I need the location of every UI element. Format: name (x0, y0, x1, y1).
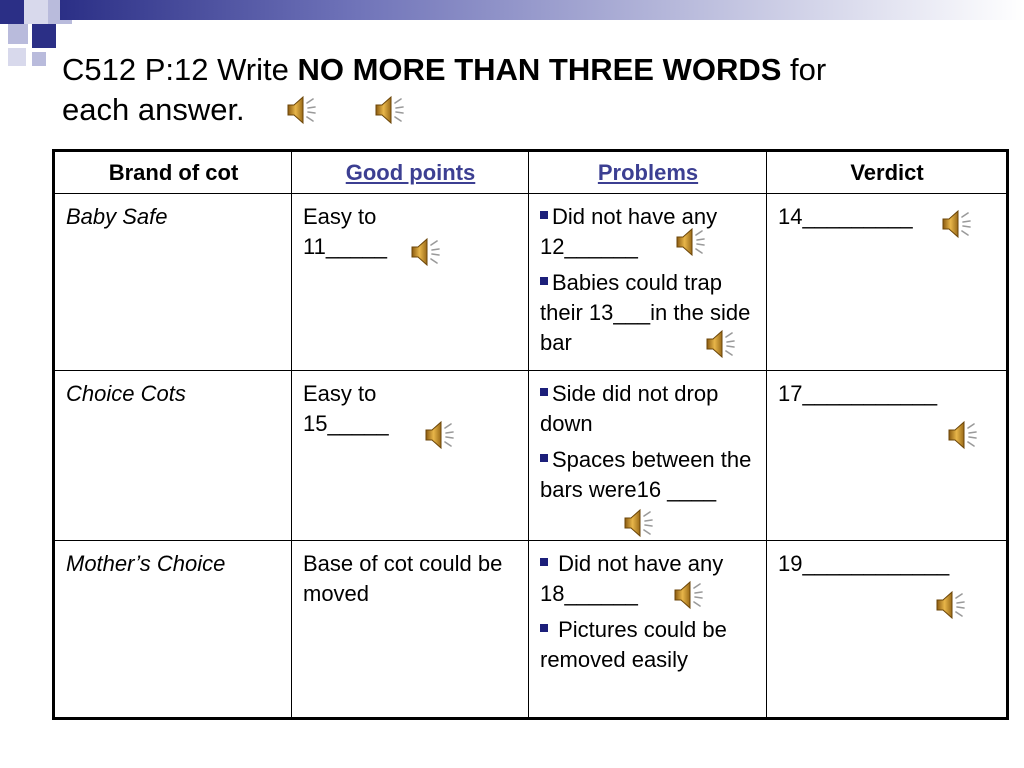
speaker-icon[interactable] (945, 417, 981, 453)
good-line: Base of cot could be moved (303, 551, 503, 606)
speaker-icon[interactable] (939, 206, 975, 242)
corner-square-4 (8, 24, 28, 44)
table-header-row (54, 151, 1008, 194)
title-prefix: C512 P:12 Write (62, 52, 298, 87)
top-gradient-bar (60, 0, 1024, 20)
bullet-icon (540, 277, 548, 285)
speaker-icon[interactable] (673, 224, 709, 260)
problem-item: Did not have any 18______ (540, 551, 724, 606)
speaker-icon[interactable] (372, 92, 408, 128)
speaker-icon[interactable] (671, 577, 707, 613)
bullet-icon (540, 211, 548, 219)
problems-cell (529, 541, 767, 719)
problems-cell (529, 371, 767, 541)
header-good-points-link[interactable]: Good points (292, 151, 529, 194)
verdict-blank: 19____________ (778, 551, 950, 576)
brand-cell: Mother’s Choice (54, 541, 292, 719)
speaker-icon[interactable] (621, 505, 657, 541)
verdict-blank: 17___________ (778, 381, 938, 406)
title-bold: NO MORE THAN THREE WORDS (297, 52, 782, 87)
brand-cell: Choice Cots (54, 371, 292, 541)
bullet-icon (540, 624, 548, 632)
problem-item: Babies could trap their 13___in the side bar (540, 270, 751, 355)
header-verdict: Verdict (767, 151, 1008, 194)
problems-cell (529, 194, 767, 371)
good-line: Easy to (303, 204, 377, 229)
title-suffix: for (781, 52, 827, 87)
good-line: 11_____ (303, 234, 388, 259)
problem-item: Side did not drop down (540, 381, 719, 436)
speaker-icon[interactable] (422, 417, 458, 453)
corner-square-5 (32, 24, 56, 48)
brand-cell: Baby Safe (54, 194, 292, 371)
speaker-icon[interactable] (703, 326, 731, 354)
verdict-cell (767, 194, 1008, 371)
problem-item: Spaces between the bars were16 ____ (540, 447, 752, 502)
good-line: Easy to (303, 381, 377, 406)
bullet-icon (540, 454, 548, 462)
bullet-icon (540, 558, 548, 566)
speaker-icon[interactable] (284, 92, 320, 128)
corner-square-1 (0, 0, 24, 24)
header-brand: Brand of cot (54, 151, 292, 194)
title-line2: each answer. (62, 92, 245, 127)
good-points-cell (292, 194, 529, 371)
speaker-icon[interactable] (408, 234, 444, 270)
bullet-icon (540, 388, 548, 396)
problem-item: Did not have any 12______ (540, 204, 718, 259)
problem-item: Pictures could be removed easily (540, 617, 727, 672)
corner-square-7 (8, 48, 26, 66)
good-points-cell (292, 371, 529, 541)
good-line: 15_____ (303, 411, 389, 436)
table-row (54, 371, 1008, 541)
header-problems-link[interactable]: Problems (529, 151, 767, 194)
slide-title (62, 50, 962, 130)
answer-table (52, 149, 1009, 720)
table-row (54, 541, 1008, 719)
good-points-cell (292, 541, 529, 719)
table-row (54, 194, 1008, 371)
verdict-blank: 14_________ (778, 204, 913, 229)
speaker-icon[interactable] (933, 587, 969, 623)
corner-square-2 (24, 0, 48, 24)
verdict-cell (767, 371, 1008, 541)
verdict-cell (767, 541, 1008, 719)
corner-square-6 (32, 52, 46, 66)
